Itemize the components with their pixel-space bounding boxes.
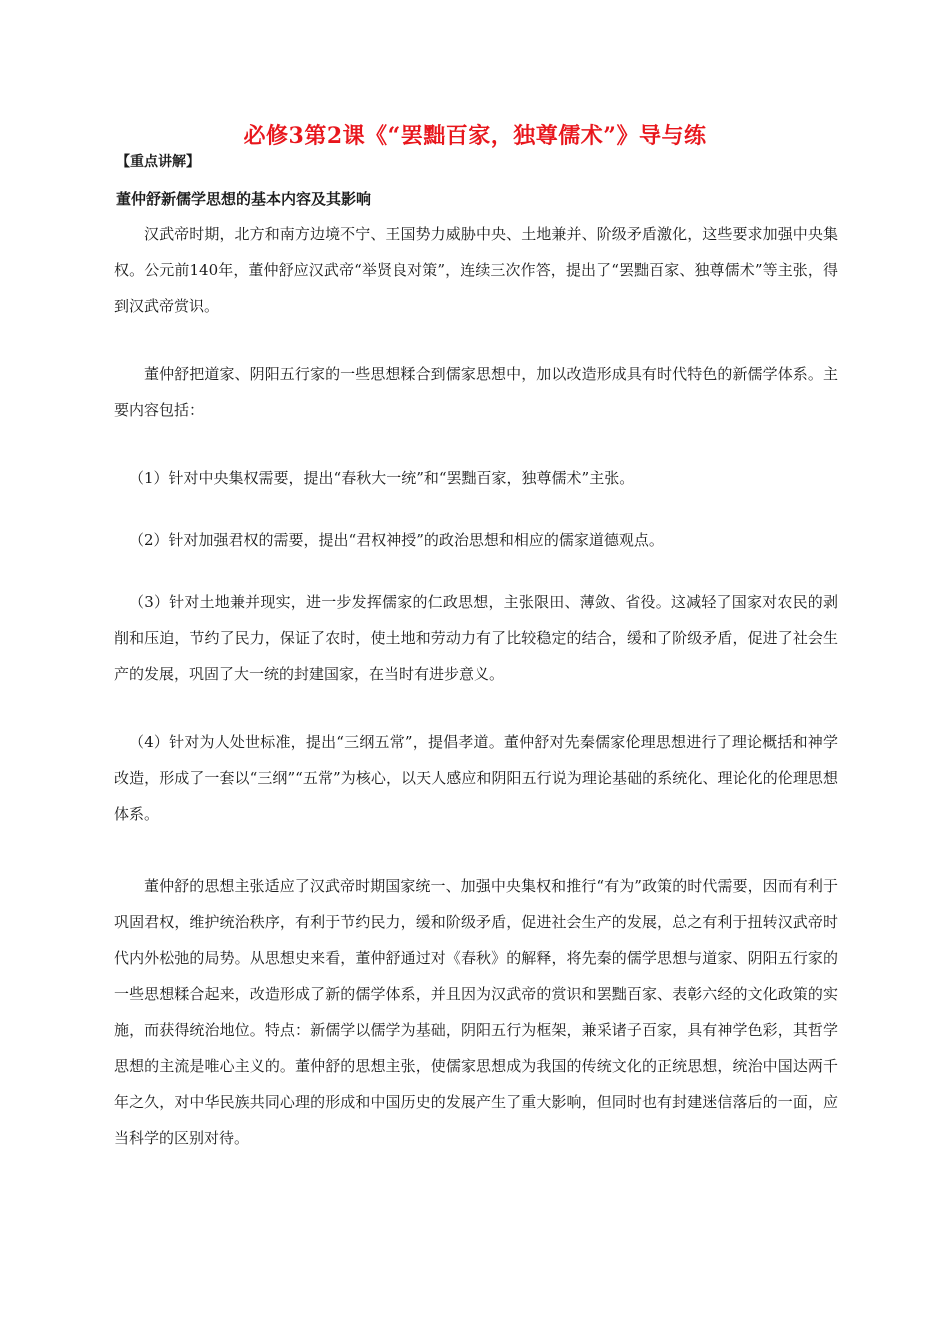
paragraph-impact: 董仲舒的思想主张适应了汉武帝时期国家统一、加强中央集权和推行“有为”政策的时代需要，因而有利于巩固君权，维护统治秩序，有利于节约民力，缓和阶级矛盾，促进社会生产的发展，总之有利于扭转汉武帝时代内外松弛的局势。从思想史来看，董仲舒通过对《春秋》的解释，将先秦的儒学思想与道家、阴阳五行家的一些思想糅合起来，改造形成了新的儒学体系，并且因为汉武帝的赏识和罢黜百家、表彰六经的文化政策的实施，而获得统治地位。特点：新儒学以儒学为基础，阴阳五行为框架，兼采诸子百家，具有神学色彩，其哲学思想的主流是唯心主义的。董仲舒的思想主张，使儒家思想成为我国的传统文化的正统思想，统治中国达两千年之久，对中华民族共同心理的形成和中国历史的发展产生了重大影响，但同时也有封建迷信落后的一面，应当科学的区别对待。 bbox=[114, 877, 838, 1147]
document-title: 必修3第2课《“罢黜百家，独尊儒术”》导与练 bbox=[243, 123, 707, 149]
paragraph-main-content: 董仲舒把道家、阴阳五行家的一些思想糅合到儒家思想中，加以改造形成具有时代特色的新儒学体系。主要内容包括： bbox=[114, 365, 838, 419]
paragraph-intro: 汉武帝时期，北方和南方边境不宁、王国势力威胁中央、土地兼并、阶级矛盾激化，这些要求加强中央集权。公元前140年，董仲舒应汉武帝“举贤良对策”，连续三次作答，提出了“罢黜百家、独尊儒术”等主张，得到汉武帝赏识。 bbox=[114, 225, 838, 315]
section-label: 【重点讲解】 bbox=[116, 154, 200, 170]
list-item-1: （1）针对中央集权需要，提出“春秋大一统”和“罢黜百家，独尊儒术”主张。 bbox=[129, 469, 635, 487]
list-item-2: （2）针对加强君权的需要，提出“君权神授”的政治思想和相应的儒家道德观点。 bbox=[129, 531, 664, 549]
list-item-3: （3）针对土地兼并现实，进一步发挥儒家的仁政思想，主张限田、薄敛、省役。这减轻了国家对农民的剥削和压迫，节约了民力，保证了农时，使土地和劳动力有了比较稳定的结合，缓和了阶级矛盾，促进了社会生产的发展，巩固了大一统的封建国家，在当时有进步意义。 bbox=[114, 593, 838, 683]
list-item-4: （4）针对为人处世标准，提出“三纲五常”，提倡孝道。董仲舒对先秦儒家伦理思想进行了理论概括和神学改造，形成了一套以“三纲”“五常”为核心，以天人感应和阴阳五行说为理论基础的系统化、理论化的伦理思想体系。 bbox=[114, 733, 838, 823]
section-subheading: 董仲舒新儒学思想的基本内容及其影响 bbox=[116, 190, 372, 208]
